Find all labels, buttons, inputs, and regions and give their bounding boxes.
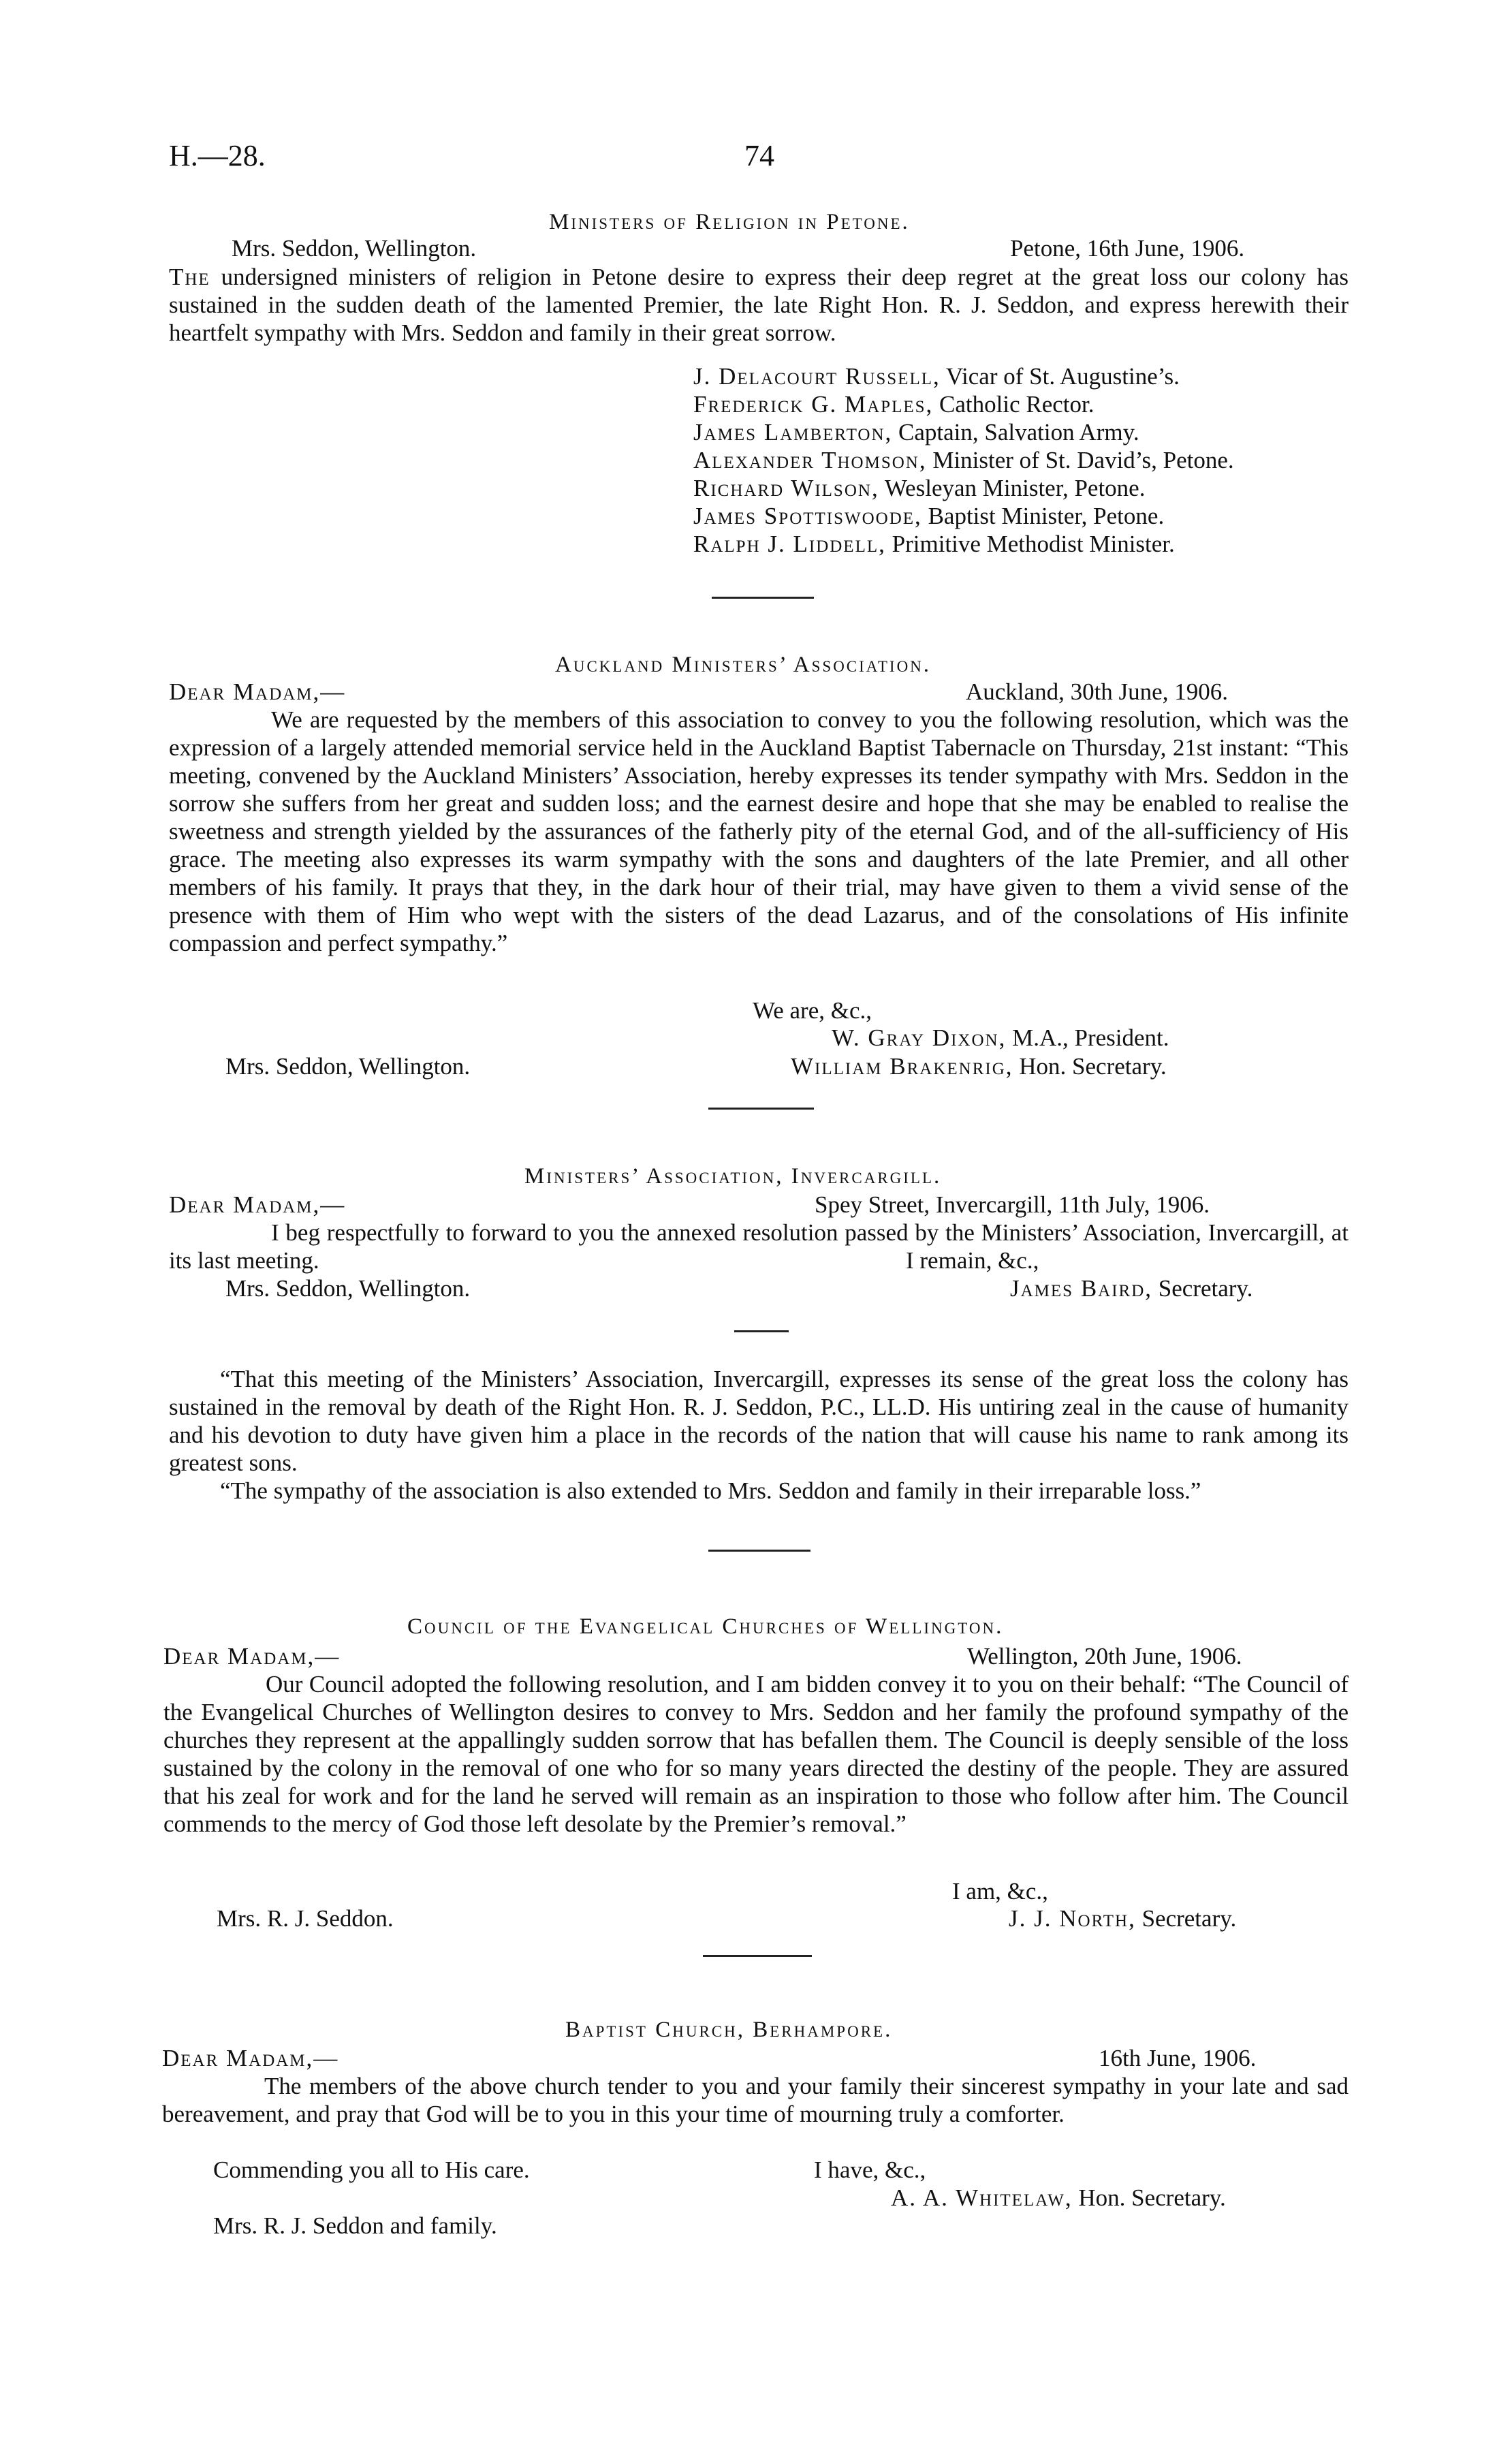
resolution-text: “The sympathy of the association is also extended to Mrs. Seddon and family in their irreparable loss.” [220, 1477, 1201, 1504]
document-reference: H.—28. [169, 139, 266, 172]
short-divider [734, 1330, 789, 1332]
letter-body [169, 263, 1349, 347]
place-date: Spey Street, Invercargill, 11th July, 1906. [815, 1191, 1210, 1218]
section-heading: Baptist Church, Berhampore. [565, 2018, 893, 2042]
page-number: 74 [744, 139, 774, 172]
salutation: Dear Madam,— [162, 2045, 339, 2071]
section-heading: Ministers of Religion in Petone. [549, 210, 910, 234]
section-heading: Council of the Evangelical Churches of Wellington. [407, 1614, 1004, 1639]
commendation: Commending you all to His care. [213, 2157, 530, 2183]
letter-body: I beg respectfully to forward to you the annexed resolution passed by the Ministers’ Association, Invercargill, at its last meeting. [169, 1219, 1349, 1274]
letter-body: We are requested by the members of this association to convey to you the following resolution, which was the expression of a largely attended memorial service held in the Auckland Baptist Tabernacle on Thursday, 21st instant: “This meeting, convened by the Auckland Ministers’ Association, hereby expresses its tender sympathy with Mrs. Seddon in the sorrow she suffers from her great and sudden loss; and the earnest desire and hope that she may be enabled to realise the sweetness and strength yielded by the assurances of the fatherly pity of the eternal God, and of the all-sufficiency of His grace. The meeting also expresses its warm sympathy with the sons and daughters of the late Premier, and all other members of his family. It prays that they, in the dark hour of their trial, may have given to them a vivid sense of the presence with them of Him who wept with the sisters of the dead Lazarus, and of the consolations of His infinite compassion and perfect sympathy.” [169, 706, 1349, 956]
letter-body-text: undersigned ministers of religion in Petone desire to express their deep regret at the great loss our colony has sustained in the sudden death of the lamented Premier, the late Right Hon. R. J. Seddon, and express herewith their heartfelt sympathy with Mrs. Seddon and family in their great sorrow. [169, 264, 1349, 346]
salutation: Dear Madam,— [169, 1191, 346, 1218]
place-date: Auckland, 30th June, 1906. [966, 678, 1228, 705]
signatory: W. Gray Dixon, M.A., President. [832, 1024, 1169, 1051]
salutation: Dear Madam,— [163, 1643, 341, 1669]
addressee: Mrs. R. J. Seddon and family. [213, 2212, 497, 2239]
section-divider [708, 1550, 810, 1552]
section-heading: Auckland Ministers’ Association. [555, 653, 932, 677]
place-date: 16th June, 1906. [1099, 2045, 1257, 2071]
signatory: Frederick G. Maples, Catholic Rector. [693, 391, 1094, 418]
letter-body: The members of the above church tender to you and your family their sincerest sympathy in your late and sad bereavement, and pray that God will be to you in this your time of mourning truly a comforter. [162, 2073, 1349, 2127]
section-divider [708, 1108, 814, 1110]
signatory: James Spottiswoode, Baptist Minister, Petone. [693, 503, 1165, 529]
signatory: James Lamberton, Captain, Salvation Army. [693, 419, 1139, 445]
place-date: Petone, 16th June, 1906. [1010, 235, 1245, 262]
addressee: Mrs. Seddon, Wellington. [232, 235, 477, 262]
signatory: James Baird, Secretary. [1010, 1275, 1253, 1302]
place-date: Wellington, 20th June, 1906. [967, 1643, 1242, 1669]
signatory: William Brakenrig, Hon. Secretary. [791, 1053, 1167, 1080]
addressee: Mrs. Seddon, Wellington. [225, 1275, 471, 1302]
closing: I have, &c., [814, 2157, 926, 2183]
letter-body: Our Council adopted the following resolution, and I am bidden convey it to you on their behalf: “The Council of the Evangelical Churches of Wellington desires to convey to Mrs. Seddon and her family the profound sympathy of the churches they represent at the appallingly sudden sorrow that has befallen them. The Council is deeply sensible of the loss sustained by the colony in the removal of one who for so many years directed the destiny of the people. They are assured that his zeal for work and for the land he served will remain as an inspiration to those who follow after him. The Council commends to the mercy of God those left desolate by the Premier’s removal.” [163, 1671, 1349, 1837]
section-divider [703, 1955, 812, 1957]
addressee: Mrs. R. J. Seddon. [217, 1905, 394, 1932]
addressee: Mrs. Seddon, Wellington. [225, 1053, 471, 1080]
section-heading: Ministers’ Association, Invercargill. [524, 1164, 942, 1189]
section-divider [712, 597, 814, 599]
resolution-text: “That this meeting of the Ministers’ Association, Invercargill, expresses its sense of the great loss the colony has sustained in the removal by death of the Right Hon. R. J. Seddon, P.C., LL.D. His untiring zeal in the cause of humanity and his devotion to duty have given him a place in the records of the nation that will cause his name to rank among its greatest sons. [169, 1366, 1349, 1476]
lead-word: The [169, 264, 210, 290]
signatory: J. Delacourt Russell, Vicar of St. Augustine’s. [693, 363, 1180, 390]
closing: I remain, &c., [906, 1247, 1039, 1274]
signatory: Alexander Thomson, Minister of St. David’s, Petone. [693, 447, 1234, 473]
signatory: J. J. North, Secretary. [1009, 1905, 1237, 1932]
signatory: A. A. Whitelaw, Hon. Secretary. [891, 2184, 1226, 2211]
closing: I am, &c., [952, 1878, 1048, 1904]
signatory: Richard Wilson, Wesleyan Minister, Petone. [693, 475, 1146, 501]
salutation: Dear Madam,— [169, 678, 346, 705]
closing: We are, &c., [753, 997, 872, 1024]
signatory: Ralph J. Liddell, Primitive Methodist Minister. [693, 531, 1175, 557]
